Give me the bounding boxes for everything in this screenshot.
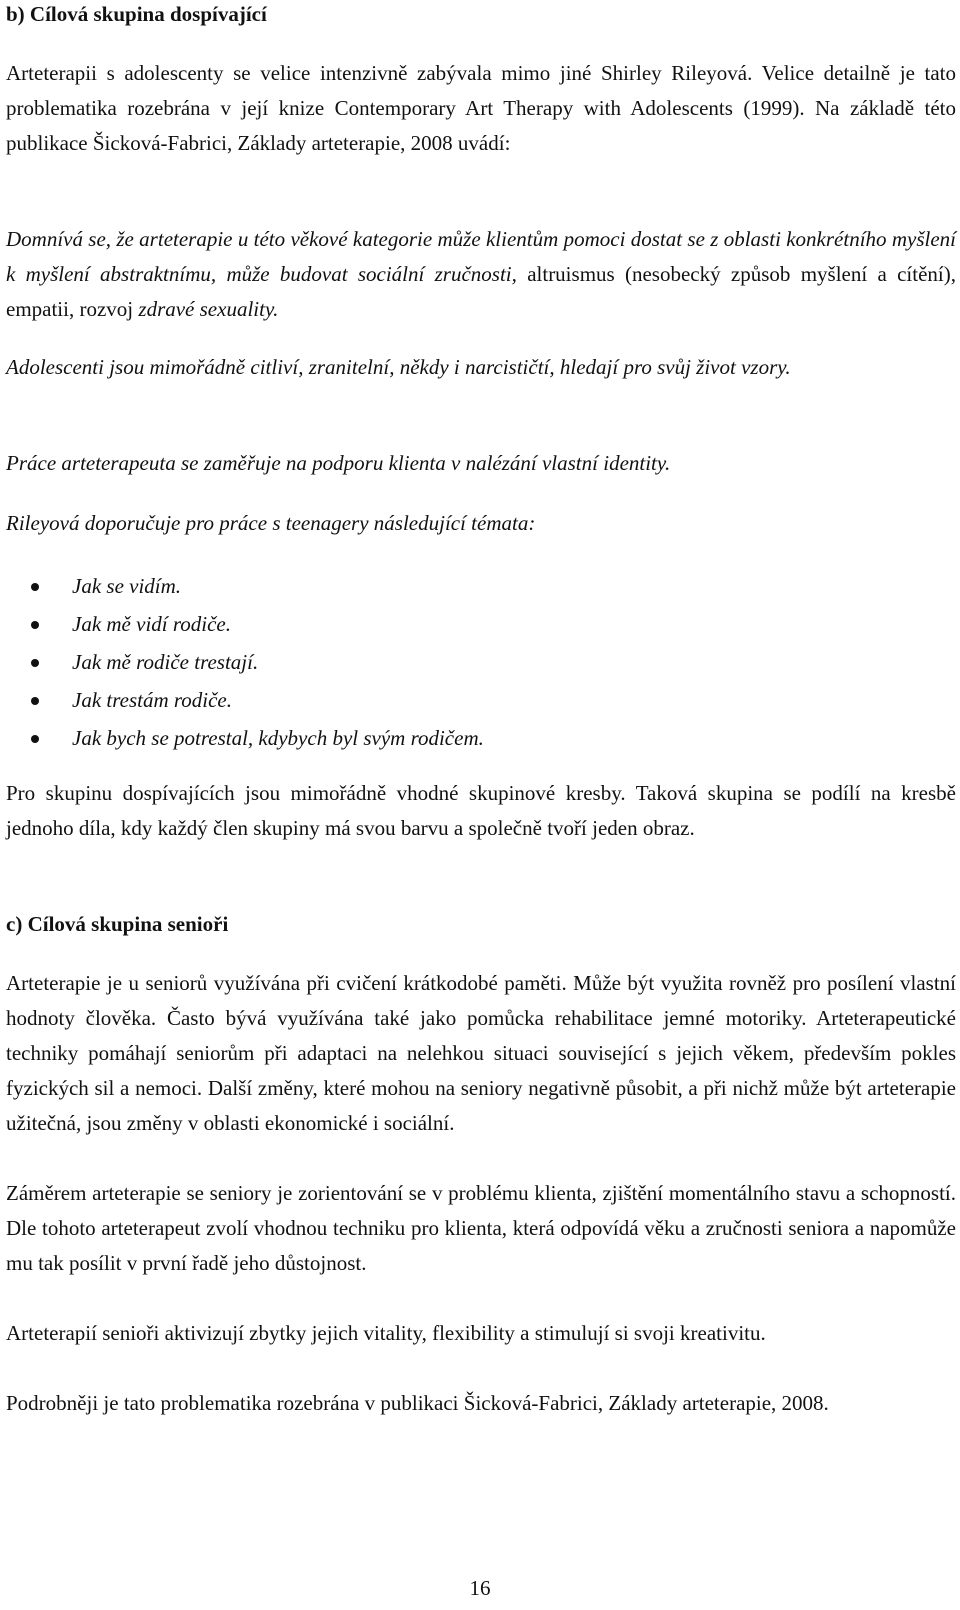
themes-list xyxy=(6,567,956,757)
quote-1-tail: zdravé sexuality. xyxy=(138,297,279,321)
list-item: Jak bych se potrestal, kdybych byl svým rodičem. xyxy=(6,719,956,757)
list-item: Jak trestám rodiče. xyxy=(6,681,956,719)
group-drawing-paragraph: Pro skupinu dospívajících jsou mimořádně vhodné skupinové kresby. Taková skupina se podílí na kresbě jednoho díla, kdy každý člen skupiny má svou barvu a společně tvoří jeden obraz. xyxy=(6,781,956,840)
bullet-icon xyxy=(31,621,39,629)
list-item: Jak mě rodiče trestají. xyxy=(6,643,956,681)
section-b-heading: b) Cílová skupina dospívající xyxy=(6,2,267,26)
section-c-heading: c) Cílová skupina senioři xyxy=(6,912,229,936)
quote-1-plain: altruismus (nesobecký způsob myšlení a cítění), empatii, rozvoj xyxy=(6,262,957,321)
bullet-icon xyxy=(31,735,39,743)
list-item: Jak se vidím. xyxy=(6,567,956,605)
page-number: 16 xyxy=(469,1576,491,1600)
bullet-icon xyxy=(31,659,39,667)
quote-1-italic: Domnívá se, že arteterapie u této věkové kategorie může klientům pomoci dostat se z oblasti konkrétního myšlení k myšlení abstraktnímu, může budovat sociální zručnosti, xyxy=(6,227,956,286)
seniors-paragraph-4: Podrobněji je tato problematika rozebrána v publikaci Šicková-Fabrici, Základy arteterapie, 2008. xyxy=(6,1391,829,1415)
quote-paragraph-4: Rileyová doporučuje pro práce s teenagery následující témata: xyxy=(6,511,536,535)
section-b-intro: Arteterapii s adolescenty se velice intenzivně zabývala mimo jiné Shirley Rileyová. Velice detailně je tato problematika rozebrána v její knize Contemporary Art Therapy with Adolescents (1999). Na základě této publikace Šicková-Fabrici, Základy arteterapie, 2008 uvádí: xyxy=(6,61,956,155)
quote-paragraph-1 xyxy=(6,222,956,327)
seniors-paragraph-3: Arteterapií senioři aktivizují zbytky jejich vitality, flexibility a stimulují si svoji kreativitu. xyxy=(6,1321,766,1345)
bullet-icon xyxy=(31,583,39,591)
list-item: Jak mě vidí rodiče. xyxy=(6,605,956,643)
bullet-icon xyxy=(31,697,39,705)
quote-paragraph-2: Adolescenti jsou mimořádně citliví, zranitelní, někdy i narcističtí, hledají pro svůj život vzory. xyxy=(6,355,791,379)
quote-paragraph-3: Práce arteterapeuta se zaměřuje na podporu klienta v nalézání vlastní identity. xyxy=(6,451,671,475)
seniors-paragraph-2: Záměrem arteterapie se seniory je zorientování se v problému klienta, zjištění momentálního stavu a schopností. Dle tohoto arteterapeut zvolí vhodnou techniku pro klienta, která odpovídá věku a zručnosti seniora a napomůže mu tak posílit v první řadě jeho důstojnost. xyxy=(6,1181,956,1275)
seniors-paragraph-1: Arteterapie je u seniorů využívána při cvičení krátkodobé paměti. Může být využita rovněž pro posílení vlastní hodnoty člověka. Často bývá využívána také jako pomůcka rehabilitace jemné motoriky. Arteterapeutické techniky pomáhají seniorům při adaptaci na nelehkou situaci související s jejich věkem, především pokles fyzických sil a nemoci. Další změny, které mohou na seniory negativně působit, a při nichž může být arteterapie užitečná, jsou změny v oblasti ekonomické i sociální. xyxy=(6,971,956,1135)
